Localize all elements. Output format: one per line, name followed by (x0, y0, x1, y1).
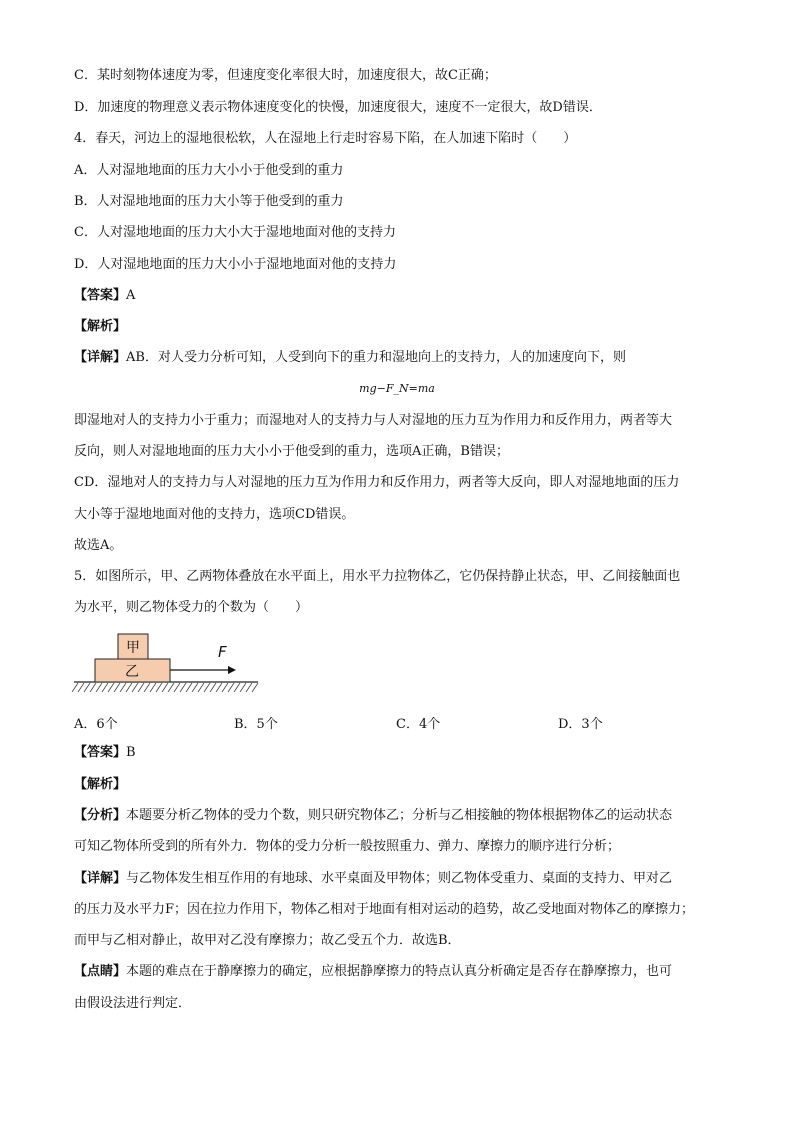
answer-label: 【答案】 (74, 288, 127, 303)
q4-option-d: D．人对湿地地面的压力大小小于湿地地面对他的支持力 (74, 257, 397, 272)
q5-option-a: A．6个 (74, 717, 118, 732)
analysis-text: 本题要分析乙物体的受力个数，则只研究物体乙；分析与乙相接触的物体根据物体乙的运动状态 (126, 808, 673, 823)
force-label: F (218, 643, 227, 661)
paragraph-line: 故选A。 (74, 538, 123, 553)
detail-label: 【详解】 (74, 871, 127, 886)
q4-option-b: B．人对湿地地面的压力大小等于他受到的重力 (74, 194, 344, 209)
detail-label: 【详解】 (74, 350, 127, 365)
answer-4 (74, 287, 135, 305)
answer-5 (74, 744, 136, 762)
q5-option-c: C．4个 (396, 717, 441, 732)
q5-option-b: B．5个 (234, 717, 278, 732)
analysis-label: 【分析】 (74, 808, 127, 823)
comment-5 (74, 963, 672, 981)
question-5: 5．如图所示，甲、乙两物体叠放在水平面上，用水平力拉物体乙，它仍保持静止状态，甲、乙间接触面也 (74, 569, 681, 584)
q4-option-a: A．人对湿地地面的压力大小小于他受到的重力 (74, 163, 344, 178)
formula: mg−F_N=ma (359, 382, 435, 395)
force-diagram (70, 628, 270, 696)
comment-label: 【点睛】 (74, 964, 127, 979)
paragraph-line: 由假设法进行判定． (74, 996, 192, 1011)
paragraph-line: CD．湿地对人的支持力与人对湿地的压力互为作用力和反作用力，两者等大反向，即人对湿地地面的压力 (74, 475, 680, 490)
question-4: 4．春天，河边上的湿地很松软，人在湿地上行走时容易下陷，在人加速下陷时（ ） (74, 131, 577, 146)
paragraph-line: 的压力及水平力F；因在拉力作用下，物体乙相对于地面有相对运动的趋势，故乙受地面对物体乙的摩擦力； (74, 902, 695, 917)
comment-text: 本题的难点在于静摩擦力的确定，应根据静摩擦力的特点认真分析确定是否存在静摩擦力，也可 (126, 964, 673, 979)
answer-value: B (126, 745, 136, 760)
block-yi-label: 乙 (125, 664, 139, 680)
detail-5 (74, 870, 672, 888)
paragraph-line: 而甲与乙相对静止，故甲对乙没有摩擦力；故乙受五个力．故选B． (74, 933, 461, 948)
paragraph-line: 即湿地对人的支持力小于重力；而湿地对人的支持力与人对湿地的压力互为作用力和反作用力，两者等大 (74, 413, 673, 428)
detail-text: AB．对人受力分析可知，人受到向下的重力和湿地向上的支持力，人的加速度向下，则 (126, 350, 626, 365)
paragraph-line: 可知乙物体所受到的所有外力．物体的受力分析一般按照重力、弹力、摩擦力的顺序进行分析； (74, 839, 621, 854)
q5-option-d: D．3个 (558, 717, 603, 732)
q4-option-c: C．人对湿地地面的压力大小大于湿地地面对他的支持力 (74, 225, 396, 240)
paragraph-line: 大小等于湿地地面对他的支持力，选项CD错误。 (74, 507, 355, 522)
arrow-head-icon (228, 666, 236, 674)
analysis-5 (74, 807, 672, 825)
detail-text: 与乙物体发生相互作用的有地球、水平桌面及甲物体；则乙物体受重力、桌面的支持力、甲对乙 (126, 871, 673, 886)
answer-value: A (126, 288, 136, 303)
analysis-heading-4: 【解析】 (74, 319, 127, 334)
answer-label: 【答案】 (74, 745, 127, 760)
block-jia-label: 甲 (126, 640, 140, 656)
text-line-d: D．加速度的物理意义表示物体速度变化的快慢，加速度很大，速度不一定很大，故D错误． (74, 100, 602, 115)
paragraph-line: 反向，则人对湿地地面的压力大小小于他受到的重力，选项A正确，B错误； (74, 444, 509, 459)
question-5-cont: 为水平，则乙物体受力的个数为（ ） (74, 600, 309, 615)
text-line-c: C．某时刻物体速度为零，但速度变化率很大时，加速度很大，故C正确； (74, 68, 497, 83)
detail-4 (74, 349, 626, 367)
analysis-heading-5: 【解析】 (74, 777, 127, 792)
